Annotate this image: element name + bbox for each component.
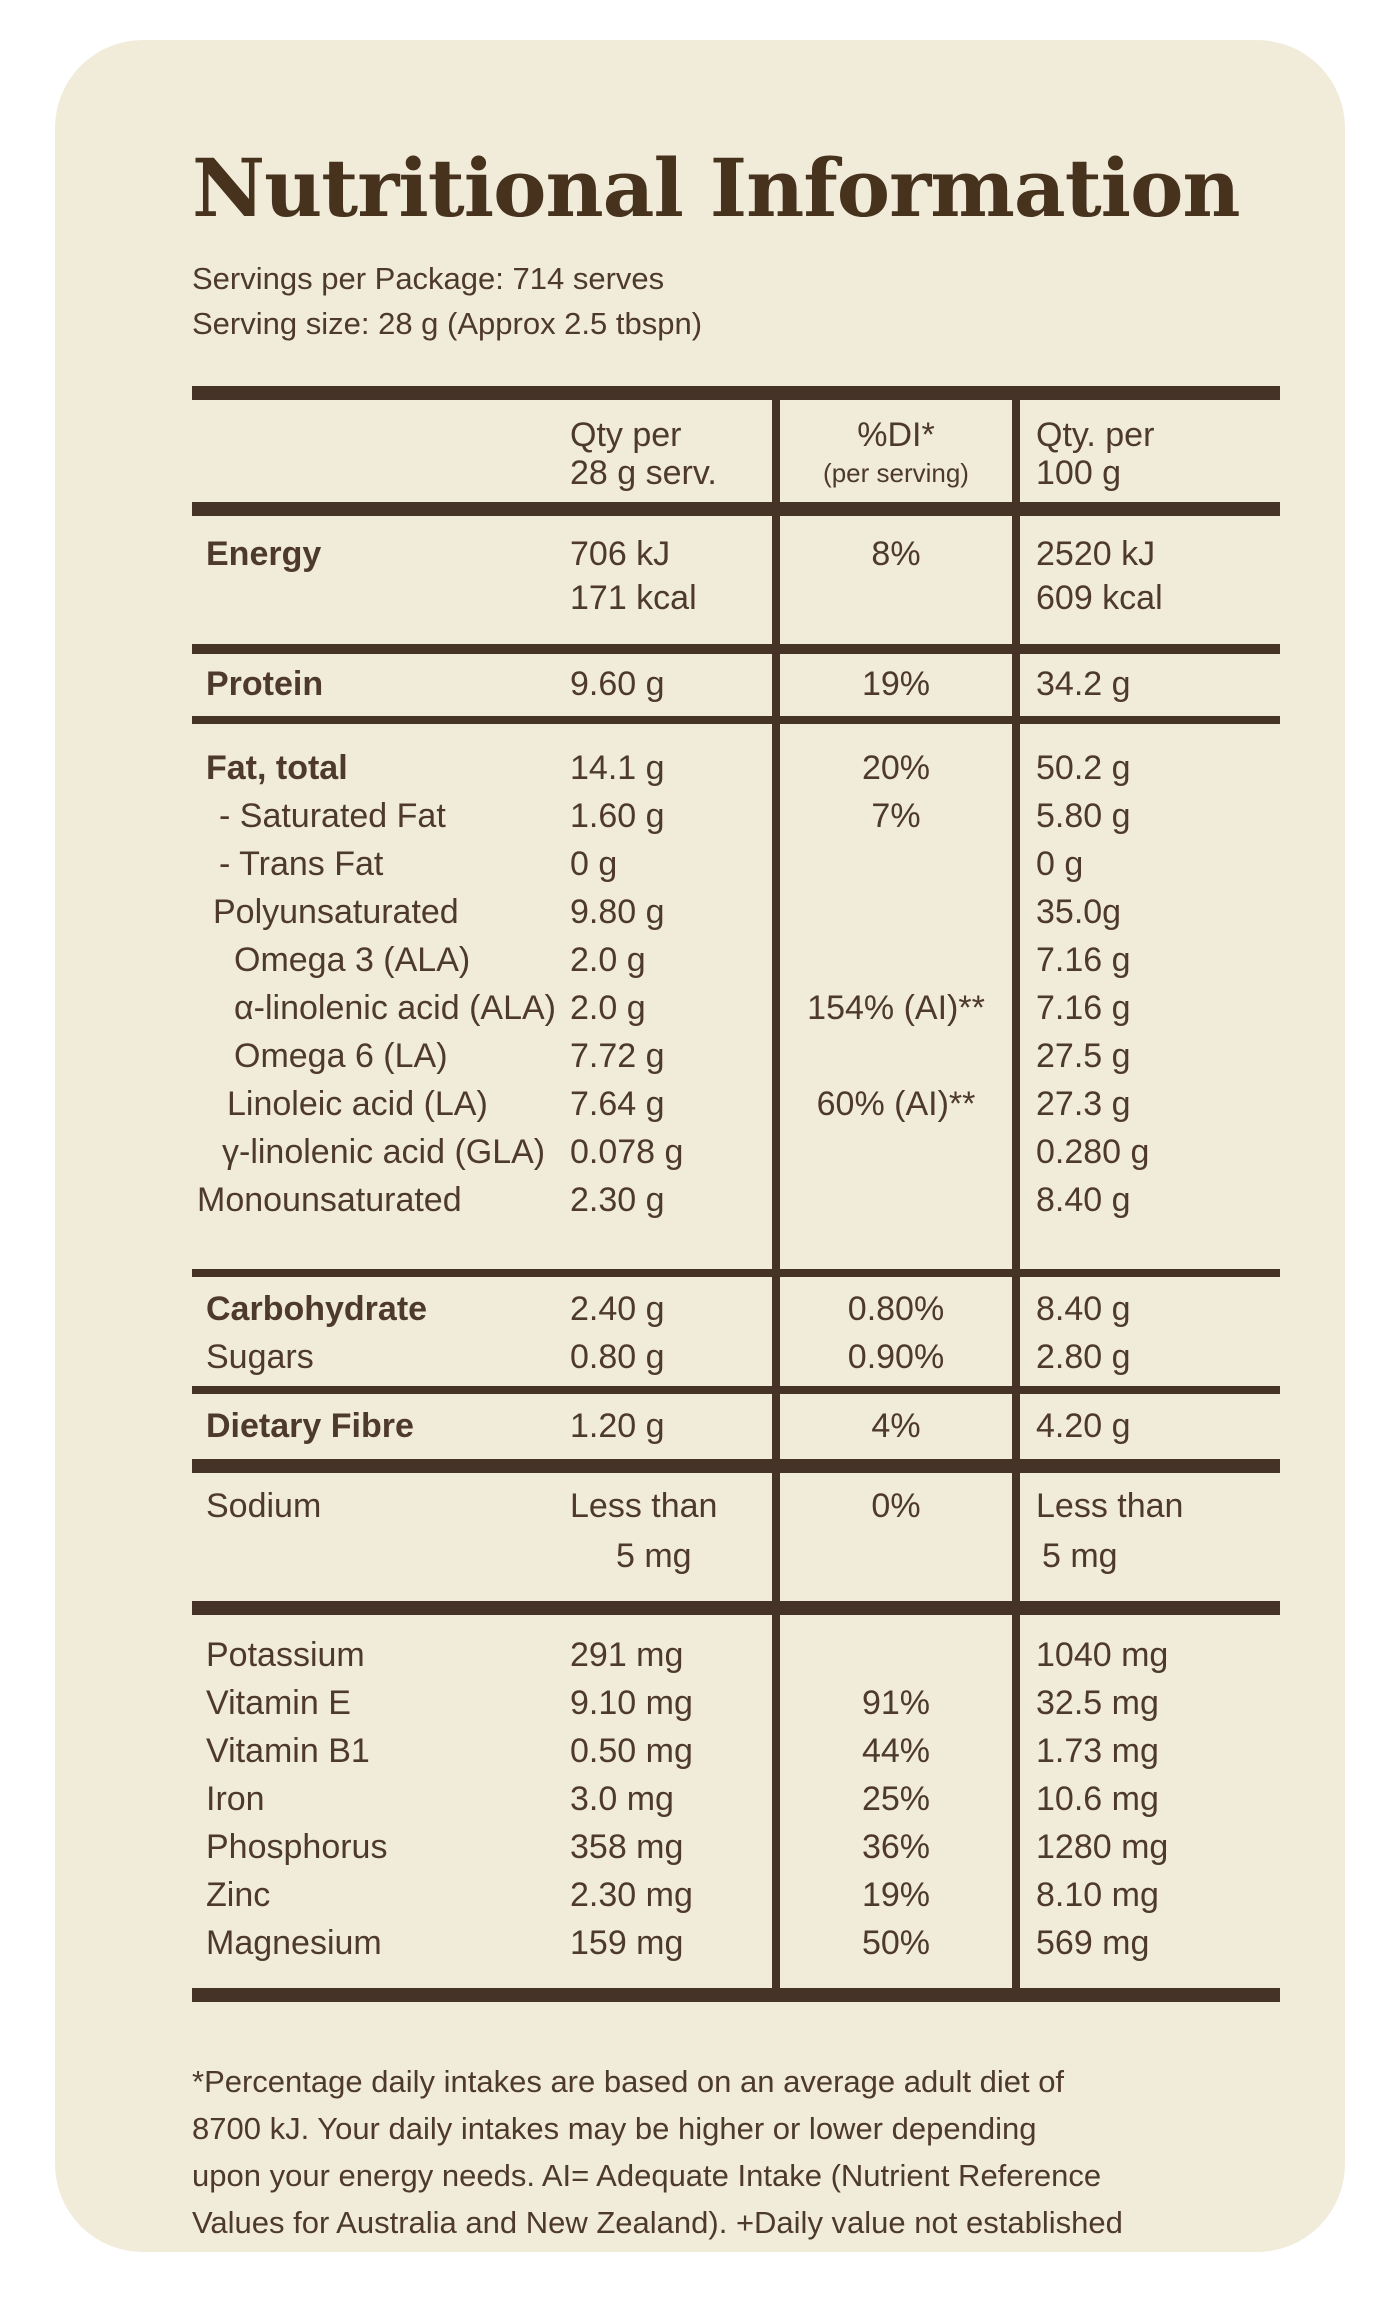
polyunsaturated-label: Polyunsaturated <box>213 893 459 931</box>
servings-per-package: Servings per Package: 714 serves <box>192 261 665 296</box>
saturated-fat-label: - Saturated Fat <box>219 797 446 835</box>
alpha-linolenic-label: α-linolenic acid (ALA) <box>234 989 557 1027</box>
separator-bar <box>192 644 1280 654</box>
alpha-linolenic-di: 154% (AI)** <box>807 989 985 1027</box>
column-divider <box>772 400 780 1988</box>
fibre-di: 4% <box>871 1407 921 1445</box>
monounsaturated-per100: 8.40 g <box>1036 1181 1131 1219</box>
table-header-row <box>192 400 1280 502</box>
sodium-per100-line1: Less than <box>1036 1487 1184 1525</box>
empty-cell <box>780 840 1012 888</box>
gamma-linolenic-qty: 0.078 g <box>570 1133 684 1171</box>
energy-label: Energy <box>206 535 322 573</box>
sodium-qty-line1: Less than <box>570 1487 718 1525</box>
iron-qty: 3.0 mg <box>570 1780 674 1818</box>
alpha-linolenic-qty: 2.0 g <box>570 989 646 1027</box>
iron-per100: 10.6 mg <box>1036 1780 1159 1818</box>
carbohydrate-section <box>192 1277 1280 1386</box>
potassium-qty: 291 mg <box>570 1636 684 1674</box>
separator-bar <box>192 386 1280 400</box>
empty-cell <box>780 936 1012 984</box>
sodium-row <box>192 1473 1280 1601</box>
protein-qty: 9.60 g <box>570 665 665 703</box>
sugars-label: Sugars <box>206 1338 314 1376</box>
phosphorus-per100: 1280 mg <box>1036 1828 1169 1866</box>
vitamin-e-di: 91% <box>861 1684 931 1722</box>
separator-bar <box>192 1988 1280 2002</box>
monounsaturated-qty: 2.30 g <box>570 1181 665 1219</box>
zinc-label: Zinc <box>206 1876 271 1914</box>
phosphorus-label: Phosphorus <box>206 1828 388 1866</box>
fibre-per100: 4.20 g <box>1036 1407 1131 1445</box>
vitamin-e-label: Vitamin E <box>206 1684 351 1722</box>
empty-cell <box>780 1032 1012 1080</box>
energy-row <box>192 516 1280 644</box>
magnesium-di: 50% <box>861 1924 931 1962</box>
zinc-qty: 2.30 mg <box>570 1876 693 1914</box>
separator-bar <box>192 1601 1280 1615</box>
nutrition-label-card <box>55 40 1345 2252</box>
vitamin-b1-label: Vitamin B1 <box>206 1732 370 1770</box>
fat-section <box>192 724 1280 1269</box>
zinc-per100: 8.10 mg <box>1036 1876 1159 1914</box>
linoleic-per100: 27.3 g <box>1036 1085 1131 1123</box>
sodium-label: Sodium <box>206 1487 322 1525</box>
header-per100-line1: Qty. per <box>1036 416 1155 454</box>
trans-fat-qty: 0 g <box>570 845 618 883</box>
fat-total-qty: 14.1 g <box>570 749 665 787</box>
footnote-line1: *Percentage daily intakes are based on an average adult diet of <box>192 2064 1065 2099</box>
separator-bar <box>192 1459 1280 1473</box>
magnesium-per100: 569 mg <box>1036 1924 1150 1962</box>
fat-total-label: Fat, total <box>206 749 348 787</box>
separator-bar <box>192 1386 1280 1394</box>
separator-bar <box>192 1269 1280 1277</box>
omega6-per100: 27.5 g <box>1036 1037 1131 1075</box>
protein-label: Protein <box>206 665 324 703</box>
polyunsaturated-per100: 35.0g <box>1036 893 1122 931</box>
sugars-per100: 2.80 g <box>1036 1338 1131 1376</box>
carbohydrate-label: Carbohydrate <box>206 1290 428 1328</box>
empty-cell <box>780 888 1012 936</box>
saturated-fat-per100: 5.80 g <box>1036 797 1131 835</box>
carbohydrate-per100: 8.40 g <box>1036 1290 1131 1328</box>
header-di-line1: %DI* <box>857 416 935 454</box>
minerals-section <box>192 1615 1280 1988</box>
header-spacer <box>192 416 570 492</box>
omega3-qty: 2.0 g <box>570 941 646 979</box>
protein-row <box>192 654 1280 716</box>
protein-di: 19% <box>861 665 931 703</box>
vitamin-b1-di: 44% <box>861 1732 931 1770</box>
sugars-qty: 0.80 g <box>570 1338 665 1376</box>
magnesium-label: Magnesium <box>206 1924 382 1962</box>
carbohydrate-di: 0.80% <box>847 1290 945 1328</box>
trans-fat-label: - Trans Fat <box>219 845 384 883</box>
header-qty-per-serve <box>570 416 780 492</box>
omega3-label: Omega 3 (ALA) <box>234 941 471 979</box>
fat-total-di: 20% <box>861 749 931 787</box>
omega6-qty: 7.72 g <box>570 1037 665 1075</box>
header-per100-line2: 100 g <box>1036 454 1122 492</box>
energy-qty-kcal: 171 kcal <box>570 579 697 617</box>
magnesium-qty: 159 mg <box>570 1924 684 1962</box>
gamma-linolenic-per100: 0.280 g <box>1036 1133 1150 1171</box>
zinc-di: 19% <box>861 1876 931 1914</box>
dietary-fibre-row <box>192 1394 1280 1459</box>
linoleic-label: Linoleic acid (LA) <box>227 1085 488 1123</box>
vitamin-b1-qty: 0.50 mg <box>570 1732 693 1770</box>
empty-cell <box>780 1176 1012 1224</box>
potassium-label: Potassium <box>206 1636 365 1674</box>
page-title: Nutritional Information <box>192 141 1240 235</box>
omega3-per100: 7.16 g <box>1036 941 1131 979</box>
header-qty-per-100g <box>1012 416 1280 492</box>
gamma-linolenic-label: γ-linolenic acid (GLA) <box>222 1133 546 1171</box>
separator-bar <box>192 502 1280 516</box>
sugars-di: 0.90% <box>847 1338 945 1376</box>
vitamin-b1-per100: 1.73 mg <box>1036 1732 1159 1770</box>
fibre-label: Dietary Fibre <box>206 1407 414 1445</box>
saturated-fat-qty: 1.60 g <box>570 797 665 835</box>
sodium-per100-line2: 5 mg <box>1042 1537 1118 1575</box>
carbohydrate-qty: 2.40 g <box>570 1290 665 1328</box>
footnote-line3: upon your energy needs. AI= Adequate Intake (Nutrient Reference <box>192 2158 1102 2193</box>
phosphorus-di: 36% <box>861 1828 931 1866</box>
energy-per100-kj: 2520 kJ <box>1036 535 1156 573</box>
serving-size: Serving size: 28 g (Approx 2.5 tbspn) <box>192 306 703 341</box>
potassium-per100: 1040 mg <box>1036 1636 1169 1674</box>
iron-label: Iron <box>206 1780 265 1818</box>
footnote-line4: Values for Australia and New Zealand). +Daily value not established <box>192 2205 1123 2240</box>
header-qty-line2: 28 g serv. <box>570 454 717 492</box>
linoleic-qty: 7.64 g <box>570 1085 665 1123</box>
protein-per100: 34.2 g <box>1036 665 1131 703</box>
header-qty-line1: Qty per <box>570 416 682 454</box>
empty-cell <box>780 1631 1012 1679</box>
header-di-line2: (per serving) <box>823 458 969 488</box>
polyunsaturated-qty: 9.80 g <box>570 893 665 931</box>
serving-info <box>192 256 1280 346</box>
separator-bar <box>192 716 1280 724</box>
empty-cell <box>780 1128 1012 1176</box>
fibre-qty: 1.20 g <box>570 1407 665 1445</box>
saturated-fat-di: 7% <box>871 797 921 835</box>
linoleic-di: 60% (AI)** <box>816 1085 976 1123</box>
energy-qty-kj: 706 kJ <box>570 535 671 573</box>
footnote <box>192 2058 1280 2246</box>
sodium-qty-line2: 5 mg <box>616 1537 692 1575</box>
energy-di: 8% <box>871 535 921 573</box>
trans-fat-per100: 0 g <box>1036 845 1084 883</box>
energy-per100-kcal: 609 kcal <box>1036 579 1163 617</box>
header-di <box>780 416 1012 492</box>
omega6-label: Omega 6 (LA) <box>234 1037 448 1075</box>
alpha-linolenic-per100: 7.16 g <box>1036 989 1131 1027</box>
iron-di: 25% <box>861 1780 931 1818</box>
phosphorus-qty: 358 mg <box>570 1828 684 1866</box>
fat-total-per100: 50.2 g <box>1036 749 1131 787</box>
vitamin-e-qty: 9.10 mg <box>570 1684 693 1722</box>
column-divider <box>1012 400 1020 1988</box>
footnote-line2: 8700 kJ. Your daily intakes may be higher or lower depending <box>192 2111 1037 2146</box>
nutrition-table <box>192 386 1280 2002</box>
vitamin-e-per100: 32.5 mg <box>1036 1684 1159 1722</box>
sodium-di: 0% <box>871 1487 921 1525</box>
monounsaturated-label: Monounsaturated <box>197 1181 462 1219</box>
